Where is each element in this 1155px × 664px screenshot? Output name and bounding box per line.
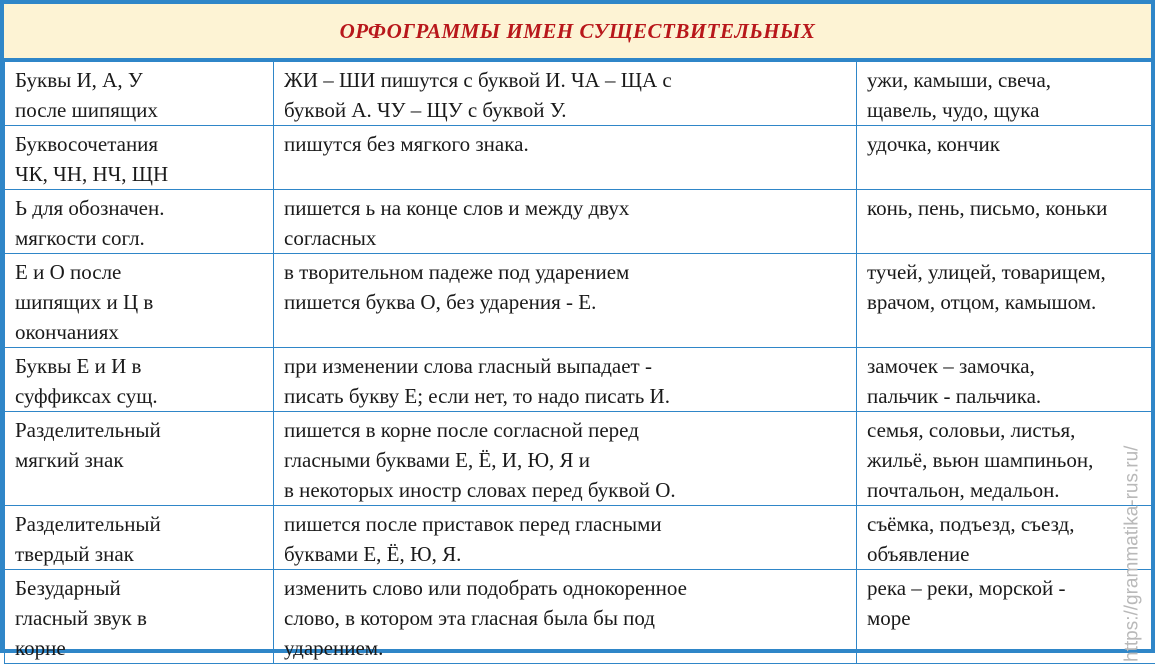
rule-cell-line: после шипящих	[15, 95, 263, 125]
rule-cell-line: ЧК, ЧН, НЧ, ЩН	[15, 159, 263, 189]
explanation-cell	[274, 254, 857, 348]
rule-cell	[5, 254, 274, 348]
examples-cell-line: врачом, отцом, камышом.	[867, 287, 1155, 317]
rule-cell-line: Разделительный	[15, 509, 263, 539]
rule-cell-line: шипящих и Ц в	[15, 287, 263, 317]
table-row	[5, 254, 1155, 348]
examples-cell-line: тучей, улицей, товарищем,	[867, 257, 1155, 287]
table-row	[5, 412, 1155, 506]
table-row	[5, 506, 1155, 570]
examples-cell	[857, 506, 1155, 570]
watermark-url: https://grammatika-rus.ru/	[1121, 446, 1143, 662]
rule-cell	[5, 190, 274, 254]
examples-cell-line: объявление	[867, 539, 1155, 569]
rule-cell-line: окончаниях	[15, 317, 263, 347]
examples-cell-line: почтальон, медальон.	[867, 475, 1155, 505]
examples-cell-line: ужи, камыши, свеча,	[867, 65, 1155, 95]
explanation-cell-line: пишутся без мягкого знака.	[284, 129, 846, 159]
examples-cell	[857, 126, 1155, 190]
examples-cell	[857, 570, 1155, 664]
examples-cell	[857, 348, 1155, 412]
explanation-cell	[274, 190, 857, 254]
explanation-cell-line: согласных	[284, 223, 846, 253]
explanation-cell-line: при изменении слова гласный выпадает -	[284, 351, 846, 381]
explanation-cell-line: изменить слово или подобрать однокоренное	[284, 573, 846, 603]
explanation-cell-line: ЖИ – ШИ пишутся с буквой И. ЧА – ЩА с	[284, 65, 846, 95]
rule-cell	[5, 506, 274, 570]
examples-cell-line: щавель, чудо, щука	[867, 95, 1155, 125]
explanation-cell	[274, 62, 857, 126]
explanation-cell-line: в творительном падеже под ударением	[284, 257, 846, 287]
rule-cell-line: гласный звук в	[15, 603, 263, 633]
examples-cell-line: съёмка, подъезд, съезд,	[867, 509, 1155, 539]
explanation-cell	[274, 348, 857, 412]
explanation-cell-line: в некоторых иностр словах перед буквой О.	[284, 475, 846, 505]
examples-cell-line: жильё, вьюн шампиньон,	[867, 445, 1155, 475]
examples-cell	[857, 412, 1155, 506]
page-title: ОРФОГРАММЫ ИМЕН СУЩЕСТВИТЕЛЬНЫХ	[340, 19, 816, 44]
explanation-cell	[274, 506, 857, 570]
rule-cell	[5, 412, 274, 506]
rule-cell	[5, 570, 274, 664]
explanation-cell-line: пишется ь на конце слов и между двух	[284, 193, 846, 223]
explanation-cell-line: буквами Е, Ё, Ю, Я.	[284, 539, 846, 569]
explanation-cell-line: ударением.	[284, 633, 846, 663]
table-row	[5, 348, 1155, 412]
rule-cell	[5, 348, 274, 412]
examples-cell	[857, 62, 1155, 126]
rule-cell-line: Ь для обозначен.	[15, 193, 263, 223]
rule-cell	[5, 62, 274, 126]
rule-cell-line: Буквосочетания	[15, 129, 263, 159]
explanation-cell-line: пишется в корне после согласной перед	[284, 415, 846, 445]
rule-cell	[5, 126, 274, 190]
rule-cell-line: Е и О после	[15, 257, 263, 287]
examples-cell	[857, 254, 1155, 348]
rule-cell-line: твердый знак	[15, 539, 263, 569]
explanation-cell-line: гласными буквами Е, Ё, И, Ю, Я и	[284, 445, 846, 475]
explanation-cell	[274, 412, 857, 506]
explanation-cell-line: слово, в котором эта гласная была бы под	[284, 603, 846, 633]
explanation-cell-line: пишется буква О, без ударения - Е.	[284, 287, 846, 317]
examples-cell-line: конь, пень, письмо, коньки	[867, 193, 1155, 223]
examples-cell-line: море	[867, 603, 1155, 633]
rule-cell-line: Безударный	[15, 573, 263, 603]
rule-cell-line: корне	[15, 633, 263, 663]
examples-cell-line: река – реки, морской -	[867, 573, 1155, 603]
rule-cell-line: Буквы И, А, У	[15, 65, 263, 95]
table-row	[5, 126, 1155, 190]
table-header	[4, 4, 1151, 61]
rule-cell-line: мягкости согл.	[15, 223, 263, 253]
spelling-rules-table	[4, 61, 1155, 664]
explanation-cell-line: буквой А. ЧУ – ЩУ с буквой У.	[284, 95, 846, 125]
explanation-cell-line: пишется после приставок перед гласными	[284, 509, 846, 539]
table-row	[5, 570, 1155, 664]
table-row	[5, 190, 1155, 254]
explanation-cell-line: писать букву Е; если нет, то надо писать И.	[284, 381, 846, 411]
rule-cell-line: Разделительный	[15, 415, 263, 445]
table-row	[5, 62, 1155, 126]
rule-cell-line: суффиксах сущ.	[15, 381, 263, 411]
examples-cell-line: удочка, кончик	[867, 129, 1155, 159]
examples-cell-line: семья, соловьи, листья,	[867, 415, 1155, 445]
examples-cell-line: пальчик - пальчика.	[867, 381, 1155, 411]
rule-cell-line: мягкий знак	[15, 445, 263, 475]
examples-cell	[857, 190, 1155, 254]
rule-cell-line: Буквы Е и И в	[15, 351, 263, 381]
examples-cell-line: замочек – замочка,	[867, 351, 1155, 381]
explanation-cell	[274, 126, 857, 190]
explanation-cell	[274, 570, 857, 664]
